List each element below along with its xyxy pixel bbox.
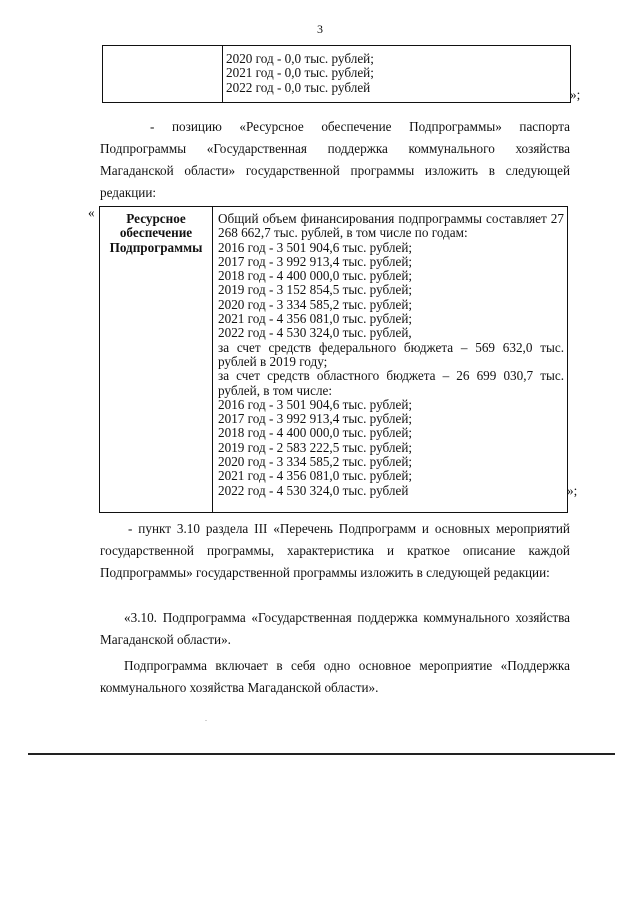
- footer-rule: [28, 753, 615, 755]
- resource-table-header-cell: [100, 207, 213, 512]
- table-empty-cell: [103, 46, 223, 102]
- scan-speck: .: [205, 714, 207, 723]
- total-year-line: 2020 год - 3 334 585,2 тыс. рублей;: [218, 296, 413, 312]
- resource-table-header: Ресурсное обеспечение Подпрограммы: [109, 211, 203, 255]
- regional-year-line: 2019 год - 2 583 222,5 тыс. рублей;: [218, 439, 413, 455]
- total-year-line: 2016 год - 3 501 904,6 тыс. рублей;: [218, 239, 413, 255]
- regional-year-line: 2022 год - 4 530 324,0 тыс. рублей: [218, 482, 409, 498]
- regional-year-line: 2016 год - 3 501 904,6 тыс. рублей;: [218, 396, 413, 412]
- funding-table-continuation: [102, 45, 571, 103]
- year-line-2022: 2022 год - 0,0 тыс. рублей: [226, 79, 371, 95]
- resource-table-value-cell: [218, 212, 564, 498]
- section-3-10-title: «3.10. Подпрограмма «Государственная поддержка коммунального хозяйства Магаданской области».: [100, 610, 570, 647]
- instruction-paragraph-2: - пункт 3.10 раздела III «Перечень Подпрограмм и основных мероприятий государственной программы, характеристика и краткое описание каждой Подпрограммы» государственной программы изложить в следующей редакции:: [100, 521, 570, 580]
- total-year-line: 2022 год - 4 530 324,0 тыс. рублей,: [218, 325, 412, 341]
- closing-quote: »;: [570, 87, 581, 102]
- total-funding-intro: Общий объем финансирования подпрограммы составляет 27 268 662,7 тыс. рублей, в том числе по годам:: [218, 211, 564, 241]
- regional-year-line: 2021 год - 4 356 081,0 тыс. рублей;: [218, 468, 413, 484]
- instruction-paragraph-1: - позицию «Ресурсное обеспечение Подпрограммы» паспорта Подпрограммы «Государственная поддержка коммунального хозяйства Магаданской области» государственной программы изложить в следующей редакции:: [100, 119, 570, 200]
- regional-year-line: 2018 год - 4 400 000,0 тыс. рублей;: [218, 425, 413, 441]
- year-line-2020: 2020 год - 0,0 тыс. рублей;: [226, 51, 374, 66]
- federal-budget-text: за счет средств федерального бюджета – 569 632,0 тыс. рублей в 2019 году;: [218, 339, 564, 369]
- table-value-cell: [226, 52, 566, 95]
- regional-budget-text: за счет средств областного бюджета – 26 699 030,7 тыс. рублей, в том числе:: [218, 368, 564, 398]
- regional-year-line: 2020 год - 3 334 585,2 тыс. рублей;: [218, 454, 413, 470]
- resource-table: [99, 206, 568, 513]
- total-year-line: 2018 год - 4 400 000,0 тыс. рублей;: [218, 268, 413, 284]
- subprogram-description: Подпрограмма включает в себя одно основное мероприятие «Поддержка коммунального хозяйства Магаданской области».: [100, 658, 570, 695]
- closing-quote: »;: [567, 483, 578, 498]
- total-year-line: 2019 год - 3 152 854,5 тыс. рублей;: [218, 282, 413, 298]
- total-year-line: 2021 год - 4 356 081,0 тыс. рублей;: [218, 311, 413, 327]
- total-year-line: 2017 год - 3 992 913,4 тыс. рублей;: [218, 253, 413, 269]
- page-number: 3: [317, 22, 323, 36]
- regional-year-line: 2017 год - 3 992 913,4 тыс. рублей;: [218, 411, 413, 427]
- opening-quote: «: [88, 205, 95, 220]
- year-line-2021: 2021 год - 0,0 тыс. рублей;: [226, 65, 374, 81]
